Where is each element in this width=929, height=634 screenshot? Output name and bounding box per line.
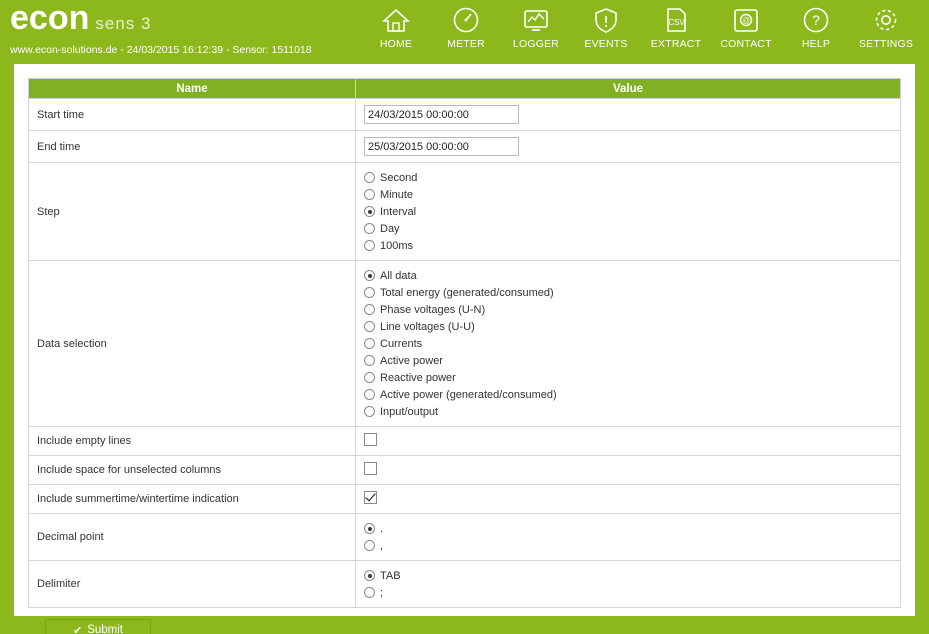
step-option-second[interactable] — [364, 169, 892, 186]
step-option-minute[interactable] — [364, 186, 892, 203]
nav-label-home: HOME — [379, 38, 413, 50]
home-icon — [361, 4, 431, 36]
column-header-name: Name — [29, 79, 356, 99]
step-option-day[interactable] — [364, 220, 892, 237]
nav-label-meter: METER — [447, 38, 485, 50]
label-active-power-generated: Active power (generated/consumed) — [380, 388, 557, 401]
nav-item-help[interactable] — [781, 4, 851, 50]
cell-end-time — [356, 131, 901, 163]
gear-icon — [851, 4, 921, 36]
question-icon — [781, 4, 851, 36]
cell-data-selection — [356, 261, 901, 427]
radio-active-power[interactable] — [364, 355, 375, 366]
step-option-100ms[interactable] — [364, 237, 892, 254]
brand-logo-sub: sens 3 — [95, 14, 152, 33]
label-step-second: Second — [380, 171, 418, 184]
extract-settings-table — [28, 78, 901, 608]
label-all-data: All data — [380, 269, 417, 282]
label-line-voltages: Line voltages (U-U) — [380, 320, 475, 333]
nav-item-settings[interactable] — [851, 4, 921, 50]
nav-item-logger[interactable] — [501, 4, 571, 50]
table-row-decimal-point — [29, 514, 901, 561]
label-decimal-comma: , — [380, 539, 384, 552]
app-header — [0, 0, 929, 60]
label-decimal-point: Decimal point — [29, 514, 356, 561]
cell-step — [356, 163, 901, 261]
label-delimiter: Delimiter — [29, 561, 356, 608]
shield-icon — [571, 4, 641, 36]
radio-day[interactable] — [364, 223, 375, 234]
table-row-include-space — [29, 456, 901, 485]
label-active-power: Active power — [380, 354, 443, 367]
radio-total-energy[interactable] — [364, 287, 375, 298]
nav-label-logger: LOGGER — [512, 38, 560, 50]
radio-input-output[interactable] — [364, 406, 375, 417]
label-total-energy: Total energy (generated/consumed) — [380, 286, 554, 299]
label-delimiter-tab: TAB — [380, 569, 401, 582]
label-step-day: Day — [380, 222, 400, 235]
table-row-step — [29, 163, 901, 261]
nav-label-extract: EXTRACT — [650, 38, 702, 50]
data-selection-radio-group — [364, 267, 892, 420]
table-row-include-empty-lines — [29, 427, 901, 456]
cell-decimal-point — [356, 514, 901, 561]
label-start-time: Start time — [29, 99, 356, 131]
step-option-interval[interactable] — [364, 203, 892, 220]
radio-minute[interactable] — [364, 189, 375, 200]
main-navigation — [361, 4, 921, 50]
decimal-option-dot[interactable] — [364, 520, 892, 537]
decimal-option-comma[interactable] — [364, 537, 892, 554]
brand-logo-text: econ — [10, 0, 90, 37]
table-row-include-summertime — [29, 485, 901, 514]
table-row-delimiter — [29, 561, 901, 608]
cell-delimiter — [356, 561, 901, 608]
data-option-all-data[interactable] — [364, 267, 892, 284]
label-delimiter-semicolon: ; — [380, 586, 384, 599]
label-include-space: Include space for unselected columns — [29, 456, 356, 485]
radio-delimiter-semicolon[interactable] — [364, 587, 375, 598]
svg-text:?: ? — [812, 12, 820, 28]
svg-text:@: @ — [741, 16, 751, 25]
checkbox-include-empty-lines[interactable] — [364, 433, 377, 446]
table-header-row — [29, 79, 901, 99]
submit-button-label: Submit — [87, 624, 123, 634]
label-currents: Currents — [380, 337, 423, 350]
submit-button[interactable] — [45, 619, 151, 634]
table-row-start-time — [29, 99, 901, 131]
cell-include-empty-lines — [356, 427, 901, 456]
radio-100ms[interactable] — [364, 240, 375, 251]
radio-line-voltages[interactable] — [364, 321, 375, 332]
svg-text:CSV: CSV — [668, 18, 685, 27]
brand-logo — [10, 0, 312, 42]
label-step-interval: Interval — [380, 205, 417, 218]
table-row-data-selection — [29, 261, 901, 427]
label-data-selection: Data selection — [29, 261, 356, 427]
nav-label-contact: CONTACT — [720, 38, 772, 50]
radio-all-data[interactable] — [364, 270, 375, 281]
data-option-input-output[interactable] — [364, 403, 892, 420]
nav-label-settings: SETTINGS — [858, 38, 914, 50]
label-step-100ms: 100ms — [380, 239, 414, 252]
label-include-summertime: Include summertime/wintertime indication — [29, 485, 356, 514]
cell-include-space — [356, 456, 901, 485]
nav-label-events: EVENTS — [584, 38, 628, 50]
label-input-output: Input/output — [380, 405, 439, 418]
data-option-active-power-generated[interactable] — [364, 386, 892, 403]
radio-interval[interactable] — [364, 206, 375, 217]
submit-row — [28, 608, 901, 634]
nav-item-extract[interactable] — [641, 4, 711, 50]
nav-item-events[interactable] — [571, 4, 641, 50]
checkbox-include-summertime[interactable] — [364, 491, 377, 504]
radio-reactive-power[interactable] — [364, 372, 375, 383]
nav-item-home[interactable] — [361, 4, 431, 50]
status-bar-text: www.econ-solutions.de - 24/03/2015 16:12:39 - Sensor: 1511018 — [10, 44, 312, 56]
csv-file-icon — [641, 4, 711, 36]
data-option-total-energy[interactable] — [364, 284, 892, 301]
step-radio-group — [364, 169, 892, 254]
mail-icon — [711, 4, 781, 36]
radio-phase-voltages[interactable] — [364, 304, 375, 315]
radio-currents[interactable] — [364, 338, 375, 349]
nav-item-meter[interactable] — [431, 4, 501, 50]
radio-decimal-comma[interactable] — [364, 540, 375, 551]
gauge-icon — [431, 4, 501, 36]
nav-item-contact[interactable] — [711, 4, 781, 50]
check-icon: ✔ — [72, 624, 83, 634]
label-decimal-dot: . — [380, 522, 384, 535]
label-step-minute: Minute — [380, 188, 414, 201]
radio-second[interactable] — [364, 172, 375, 183]
data-option-reactive-power[interactable] — [364, 369, 892, 386]
content-panel — [14, 64, 915, 634]
data-option-active-power[interactable] — [364, 352, 892, 369]
table-row-end-time — [29, 131, 901, 163]
decimal-point-radio-group — [364, 520, 892, 554]
cell-start-time — [356, 99, 901, 131]
cell-include-summertime — [356, 485, 901, 514]
monitor-icon — [501, 4, 571, 36]
delimiter-radio-group — [364, 567, 892, 601]
checkbox-include-space[interactable] — [364, 462, 377, 475]
label-include-empty-lines: Include empty lines — [29, 427, 356, 456]
radio-active-power-generated[interactable] — [364, 389, 375, 400]
start-time-input[interactable] — [364, 105, 519, 124]
nav-label-help: HELP — [801, 38, 831, 50]
data-option-currents[interactable] — [364, 335, 892, 352]
delimiter-option-semicolon[interactable] — [364, 584, 892, 601]
label-phase-voltages: Phase voltages (U-N) — [380, 303, 486, 316]
delimiter-option-tab[interactable] — [364, 567, 892, 584]
radio-decimal-dot[interactable] — [364, 523, 375, 534]
label-end-time: End time — [29, 131, 356, 163]
label-step: Step — [29, 163, 356, 261]
data-option-phase-voltages[interactable] — [364, 301, 892, 318]
label-reactive-power: Reactive power — [380, 371, 456, 384]
brand-block — [10, 0, 312, 56]
radio-delimiter-tab[interactable] — [364, 570, 375, 581]
data-option-line-voltages[interactable] — [364, 318, 892, 335]
end-time-input[interactable] — [364, 137, 519, 156]
column-header-value: Value — [356, 79, 901, 99]
